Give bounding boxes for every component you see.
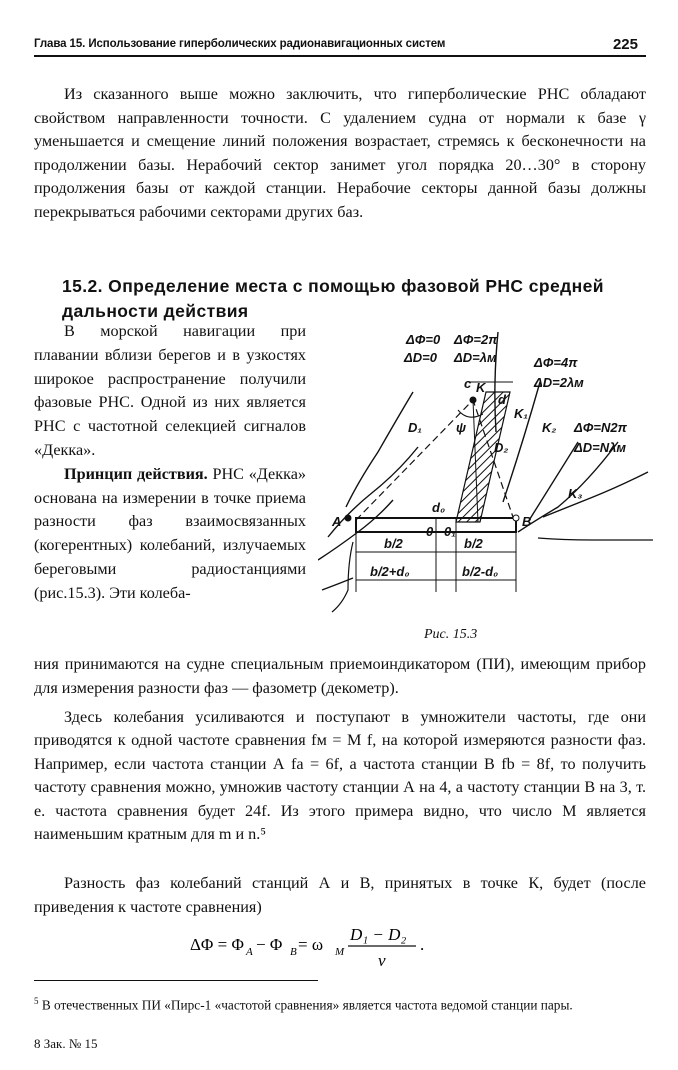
label-o1: 0₁ xyxy=(444,524,456,539)
label-psi: ψ xyxy=(456,420,467,435)
running-header xyxy=(34,36,646,56)
footnote-text: В отечественных ПИ «Пирс-1 «частотой сравнения» является частота ведомой станции пары. xyxy=(41,997,573,1013)
formula-sub-b: B xyxy=(290,946,297,958)
label-d2: D₂ xyxy=(494,440,509,455)
printer-signature: 8 Зак. № 15 xyxy=(34,1036,98,1051)
paragraph-receiver: ния принимаются на судне специальным приемоиндикатором (ПИ), имеющим прибор для измерения разности фаз — фазометр (декометр). xyxy=(34,655,646,697)
page-number: 225 xyxy=(612,36,638,53)
section-heading: 15.2. Определение места с помощью фазовой РНС средней дальности действия xyxy=(62,276,604,321)
formula-sub-a: A xyxy=(246,946,253,958)
psi-arc xyxy=(458,410,483,417)
station-a xyxy=(345,515,351,521)
label-a: A xyxy=(332,514,342,529)
label-k2: K₂ xyxy=(542,420,557,435)
hyperbola-line xyxy=(538,538,653,540)
label-k: K xyxy=(476,380,486,395)
paragraph-intro: Из сказанного выше можно заключить, что гиперболические РНС обладают свойством направленности точности. С удалением судна от нормали к базе γ уменьшается и смещение линий положения возрастает, стремясь к бесконечности на продолжении базы. Нерабочий сектор занимет угол порядка 20…30° в сторону продолжения базы от каждой станции. Нерабочие секторы данной базы должны перекрываться рабочими секторами других баз. xyxy=(34,85,646,221)
label-k3: K₃ xyxy=(568,486,583,501)
formula-period: . xyxy=(420,935,425,954)
formula-denominator: v xyxy=(378,951,386,970)
label-dphi0: ΔΦ=0 xyxy=(406,332,441,347)
phase-formula xyxy=(190,922,490,972)
point-k xyxy=(470,397,476,403)
label-d: d xyxy=(498,392,506,407)
label-o: 0 xyxy=(426,524,434,539)
label-b2-minus-d0: b/2-d₀ xyxy=(462,564,499,579)
label-dd1: ΔD=λм xyxy=(454,350,497,365)
hatched-lane xyxy=(456,392,510,522)
principle-text: РНС «Декка» основана на измерении в точке приема разности фаз взаимосвязанных (когерентных) колебаний, излучаемых береговыми радиостанциями (рис.15.3). Эти колеба- xyxy=(34,464,306,602)
label-dphiN: ΔΦ=N2π xyxy=(574,420,627,435)
figure-15-3 xyxy=(318,322,658,652)
label-b: B xyxy=(522,514,532,529)
station-b xyxy=(513,515,519,521)
footnote-marker: 5 xyxy=(34,996,39,1006)
paragraph-decca-intro: В морской навигации при плавании вблизи берегов и в узкостях широкое распространение получили фазовые РНС. Одной из них является РНС с частотной селекцией сигналов «Декка». xyxy=(34,322,306,459)
footnote-rule xyxy=(34,980,318,981)
label-dphi2pi: ΔΦ=2π xyxy=(454,332,498,347)
label-d1: D₁ xyxy=(408,420,422,435)
label-c: c xyxy=(464,376,472,391)
label-dd2: ΔD=2λм xyxy=(534,375,584,390)
formula-lhs: ΔΦ = Φ xyxy=(190,935,244,954)
label-b2-plus-d0: b/2+d₀ xyxy=(370,564,410,579)
label-d0: d₀ xyxy=(432,500,446,515)
formula-numerator: D₁ − D₂ xyxy=(350,925,407,944)
hyperbola-line xyxy=(346,392,413,507)
paragraph-phase-difference: Разность фаз колебаний станций А и В, принятых в точке К, будет (после приведения к частоте сравнения) xyxy=(34,874,646,916)
formula-sub-m: M xyxy=(335,946,345,958)
hyperbola-line xyxy=(543,472,648,517)
formula-mid: − Φ xyxy=(256,935,283,954)
label-dd0: ΔD=0 xyxy=(404,350,437,365)
principle-heading: Принцип действия. xyxy=(64,464,208,483)
paragraph-frequency: Здесь колебания усиливаются и поступают в умножители частоты, где они приводятся к одной частоте сравнения fм = M f, на которой измеряются разности фаз. Например, если частота станции А fa = 6f, а частота станции В fb = 8f, то получить частоту сравнения можно, умножив частоту станции А на 4, а частоту станции В на 3, т. е. частота сравнения будет 24f. Из этого примера видно, что число М является наименьшим кратным для m и n.⁵ xyxy=(34,708,646,844)
footnote xyxy=(34,990,646,1016)
paragraph-principle xyxy=(34,463,306,606)
label-ddN: ΔD=Nλм xyxy=(574,440,626,455)
label-b2-left: b/2 xyxy=(384,536,403,551)
hyperbola-line xyxy=(332,542,353,612)
label-dphi4pi: ΔΦ=4π xyxy=(534,355,578,370)
left-column-text xyxy=(34,320,306,606)
formula-svg xyxy=(190,922,490,972)
chapter-title: Глава 15. Использование гиперболических радионавигационных систем xyxy=(34,38,446,50)
header-rule xyxy=(34,55,646,57)
label-b2-right: b/2 xyxy=(464,536,483,551)
decca-diagram xyxy=(318,322,658,652)
formula-eq: = ω xyxy=(298,935,324,954)
label-k1: K₁ xyxy=(514,406,528,421)
figure-caption: Рис. 15.3 xyxy=(424,627,478,642)
